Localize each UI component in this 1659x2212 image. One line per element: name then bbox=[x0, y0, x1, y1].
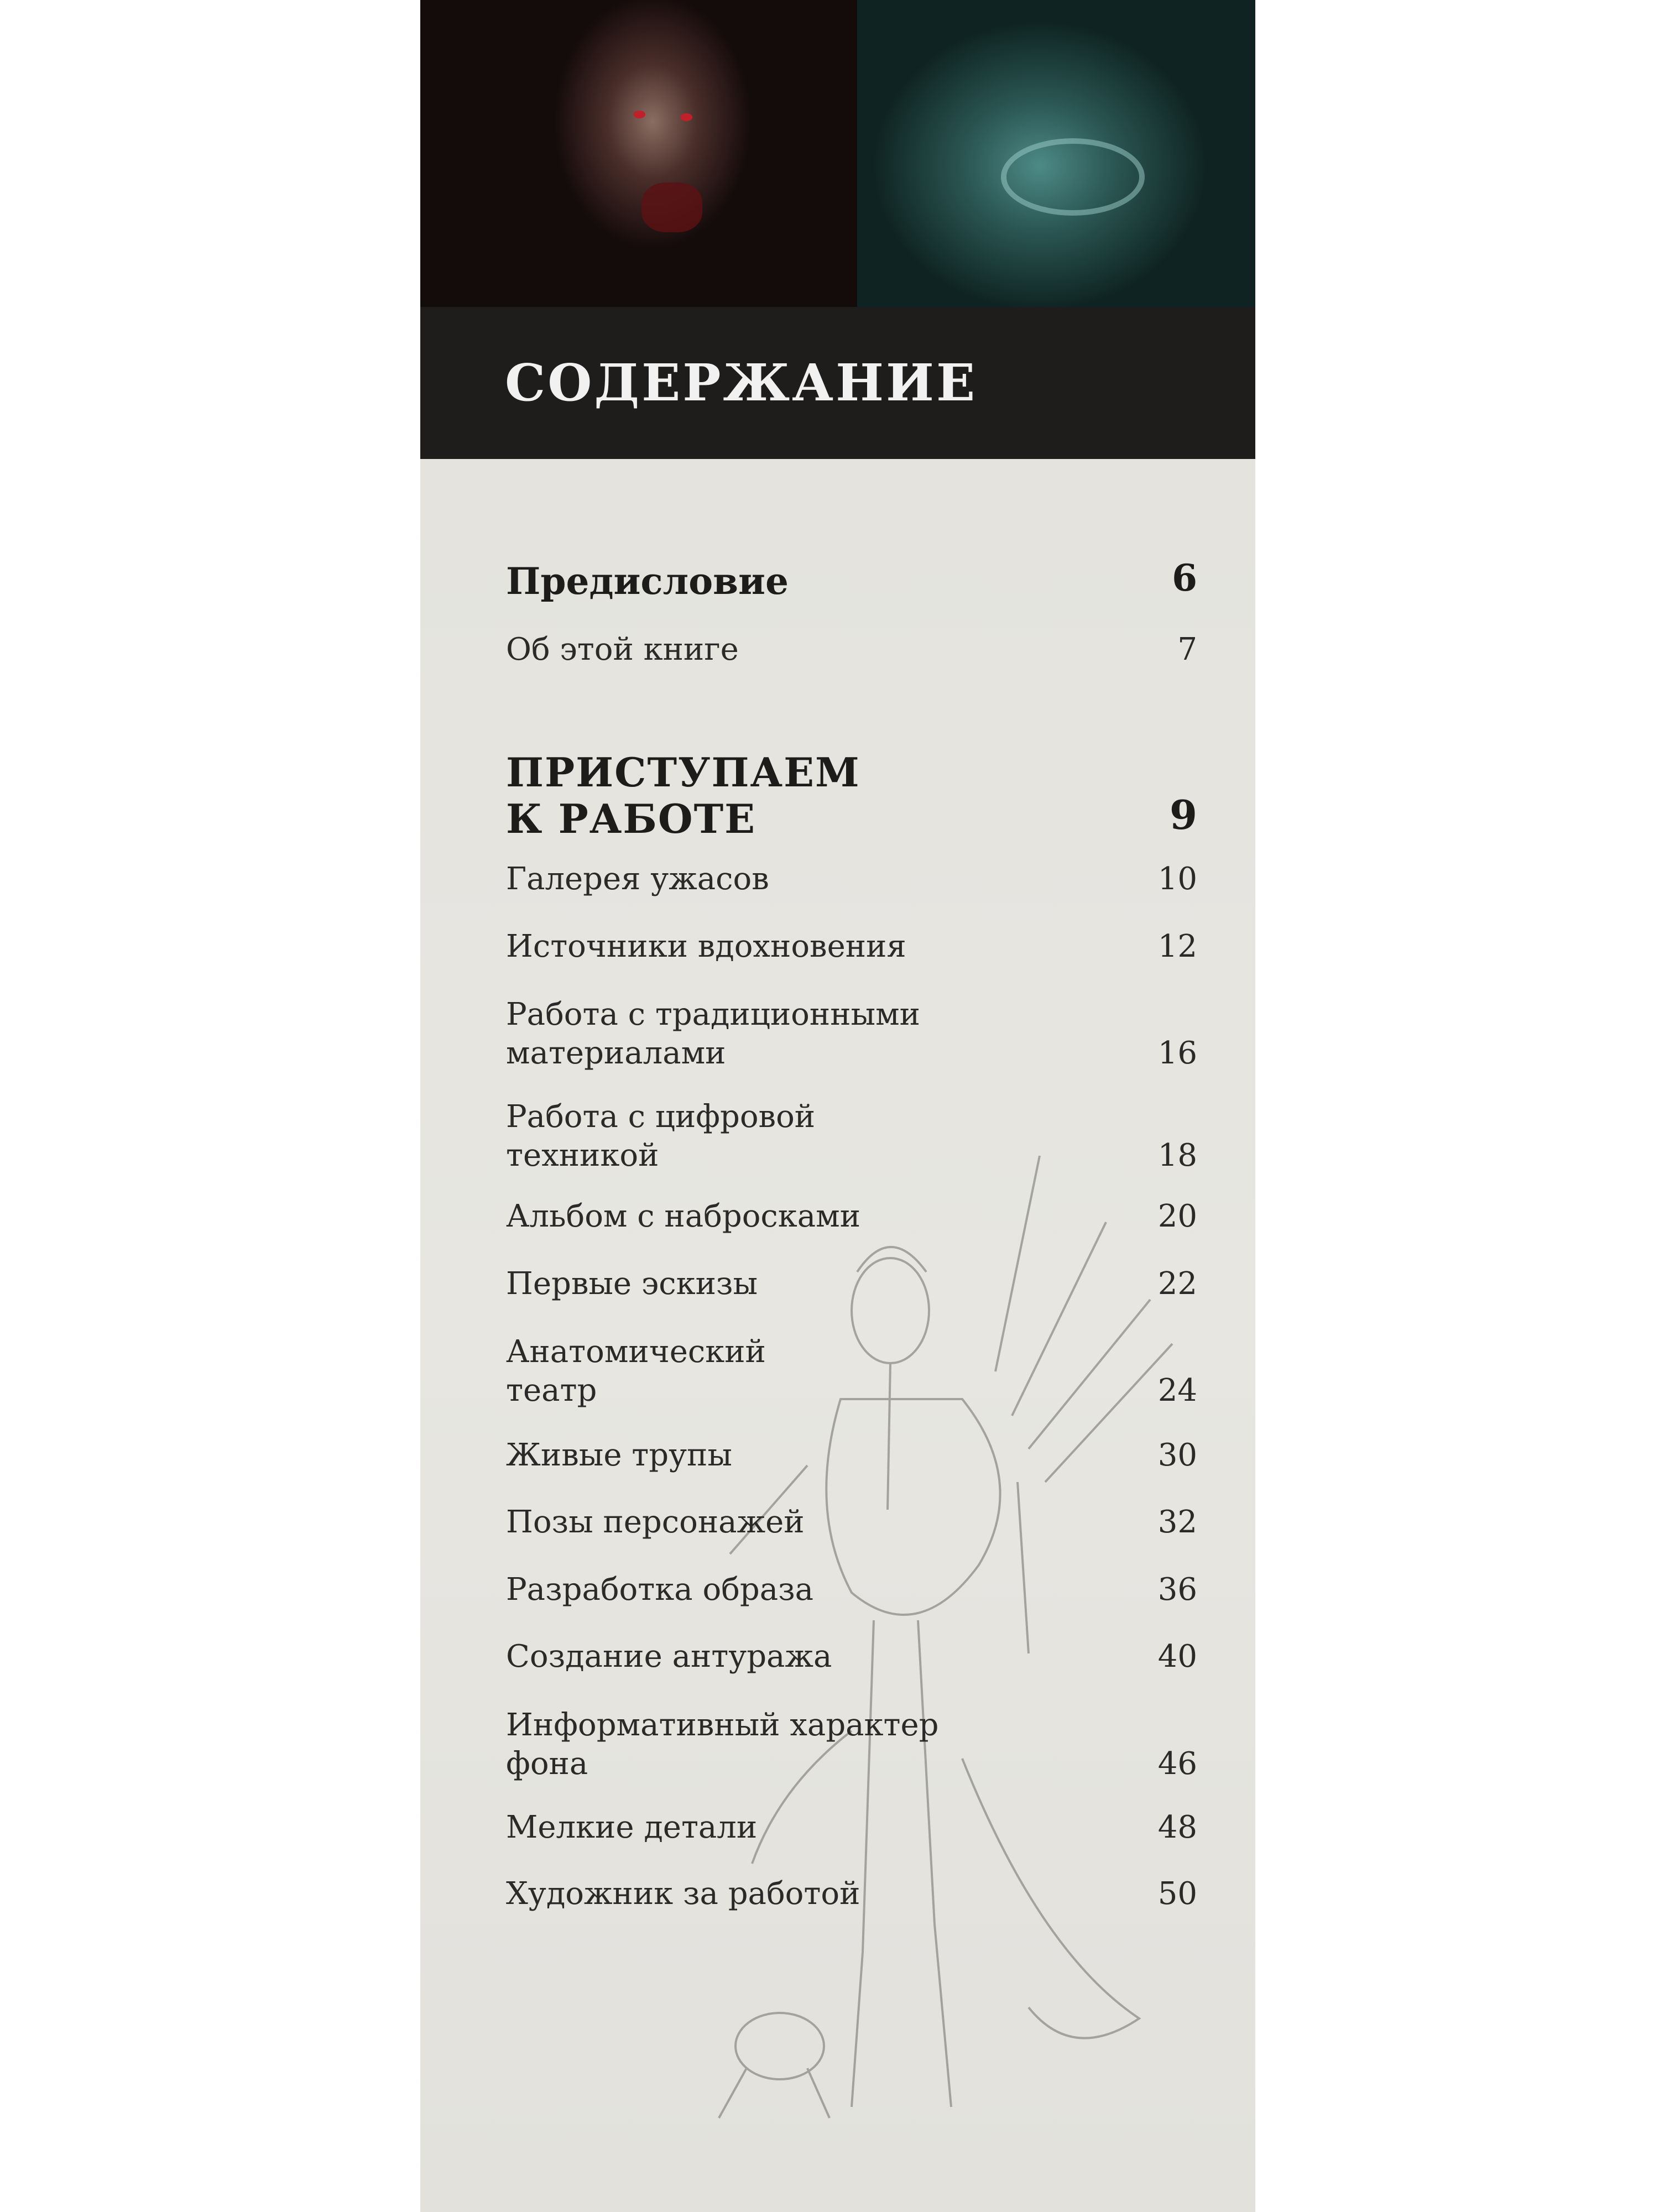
book-page bbox=[420, 0, 1255, 2212]
toc-entry-page: 6 bbox=[1172, 556, 1197, 599]
toc-entry-title-line2: фона bbox=[506, 1746, 588, 1782]
toc-entry[interactable] bbox=[506, 1875, 1197, 1913]
toc-entry[interactable] bbox=[506, 1637, 1197, 1676]
toc-entry-title bbox=[506, 860, 769, 899]
toc-entry[interactable] bbox=[506, 995, 1197, 1073]
toc-entry-title-line1: Позы персонажей bbox=[506, 1504, 805, 1540]
toc-entry-title-line1: Источники вдохновения bbox=[506, 928, 906, 964]
toc-entry[interactable] bbox=[506, 860, 1197, 899]
toc-entry-title-line1: Первые эскизы bbox=[506, 1266, 758, 1302]
toc-entry-title-line1: Создание антуража bbox=[506, 1639, 832, 1674]
toc-entry-page: 16 bbox=[1157, 1035, 1197, 1071]
toc-entry-page: 50 bbox=[1157, 1876, 1197, 1912]
contents-banner bbox=[420, 307, 1255, 459]
toc-entry-title bbox=[506, 1808, 757, 1847]
toc-section-title-line1: ПРИСТУПАЕМ bbox=[506, 749, 860, 796]
toc-entry[interactable] bbox=[506, 1265, 1197, 1303]
toc-entry-title bbox=[506, 995, 920, 1073]
toc-entry-page: 24 bbox=[1157, 1373, 1197, 1408]
toc-entry-title bbox=[506, 1571, 813, 1609]
toc-entry[interactable] bbox=[506, 1197, 1197, 1236]
toc-entry-preface[interactable] bbox=[506, 556, 1197, 608]
toc-entry-title-line1: Разработка образа bbox=[506, 1572, 814, 1608]
toc-entry-page: 32 bbox=[1157, 1504, 1197, 1540]
toc-entry-title-line1: Художник за работой bbox=[506, 1876, 860, 1912]
page-title: СОДЕРЖАНИЕ bbox=[505, 353, 978, 413]
toc-section-getting-started[interactable] bbox=[506, 749, 1197, 843]
toc-entry-page: 20 bbox=[1157, 1198, 1197, 1234]
toc-entry-title bbox=[506, 1503, 805, 1542]
toc-entry[interactable] bbox=[506, 1706, 1197, 1783]
toc-entry-title bbox=[506, 1436, 732, 1475]
contents-list bbox=[420, 459, 1255, 2212]
toc-entry-page: 48 bbox=[1157, 1809, 1197, 1845]
toc-entry-title-line2: материалами bbox=[506, 1035, 726, 1071]
toc-section-title bbox=[506, 749, 860, 842]
toc-entry-page: 22 bbox=[1157, 1266, 1197, 1302]
toc-entry[interactable] bbox=[506, 1503, 1197, 1542]
toc-entry-title bbox=[506, 1706, 939, 1783]
toc-entry-page: 18 bbox=[1157, 1138, 1197, 1173]
toc-entry-title bbox=[506, 1333, 766, 1410]
toc-section-title-line2: К РАБОТЕ bbox=[506, 795, 757, 842]
toc-entry[interactable] bbox=[506, 927, 1197, 966]
toc-entry-title bbox=[506, 1098, 815, 1175]
toc-entry-page: 30 bbox=[1157, 1437, 1197, 1473]
toc-entry-page: 36 bbox=[1157, 1572, 1197, 1608]
toc-entry-title-line2: театр bbox=[506, 1373, 597, 1408]
toc-entry-title: Об этой книге bbox=[506, 632, 739, 667]
toc-entry-title bbox=[506, 1265, 758, 1303]
toc-entry-title-line1: Галерея ужасов bbox=[506, 861, 769, 897]
toc-entry[interactable] bbox=[506, 1571, 1197, 1609]
toc-entry-page: 46 bbox=[1157, 1746, 1197, 1782]
ghost-illustration bbox=[857, 0, 1255, 307]
toc-entry-page: 10 bbox=[1157, 861, 1197, 897]
toc-entry-title-line1: Работа с традиционными bbox=[506, 997, 920, 1032]
toc-entry-page: 12 bbox=[1157, 928, 1197, 964]
toc-entry-page: 40 bbox=[1157, 1639, 1197, 1674]
toc-entry[interactable] bbox=[506, 1098, 1197, 1175]
toc-entry-title bbox=[506, 1637, 832, 1676]
toc-entry-title: Предисловие bbox=[506, 560, 789, 603]
zombie-illustration bbox=[420, 0, 857, 307]
toc-entry-title-line1: Альбом с набросками bbox=[506, 1198, 861, 1234]
toc-entry-page: 7 bbox=[1177, 632, 1197, 667]
toc-entry-title bbox=[506, 1875, 860, 1913]
toc-entry-title bbox=[506, 927, 906, 966]
toc-entry[interactable] bbox=[506, 1436, 1197, 1475]
toc-entry-title-line2: техникой bbox=[506, 1138, 659, 1173]
toc-entry-title-line1: Работа с цифровой bbox=[506, 1099, 816, 1135]
toc-entry-title-line1: Мелкие детали bbox=[506, 1809, 758, 1845]
toc-entry-title-line1: Живые трупы bbox=[506, 1437, 732, 1473]
toc-entry-title-line1: Информативный характер bbox=[506, 1707, 939, 1743]
toc-entry-title-line1: Анатомический bbox=[506, 1334, 766, 1370]
toc-entry-about[interactable] bbox=[506, 630, 1197, 675]
toc-entry-title bbox=[506, 1197, 860, 1236]
toc-section-page: 9 bbox=[1169, 791, 1197, 838]
toc-entry[interactable] bbox=[506, 1808, 1197, 1847]
toc-entry[interactable] bbox=[506, 1333, 1197, 1410]
